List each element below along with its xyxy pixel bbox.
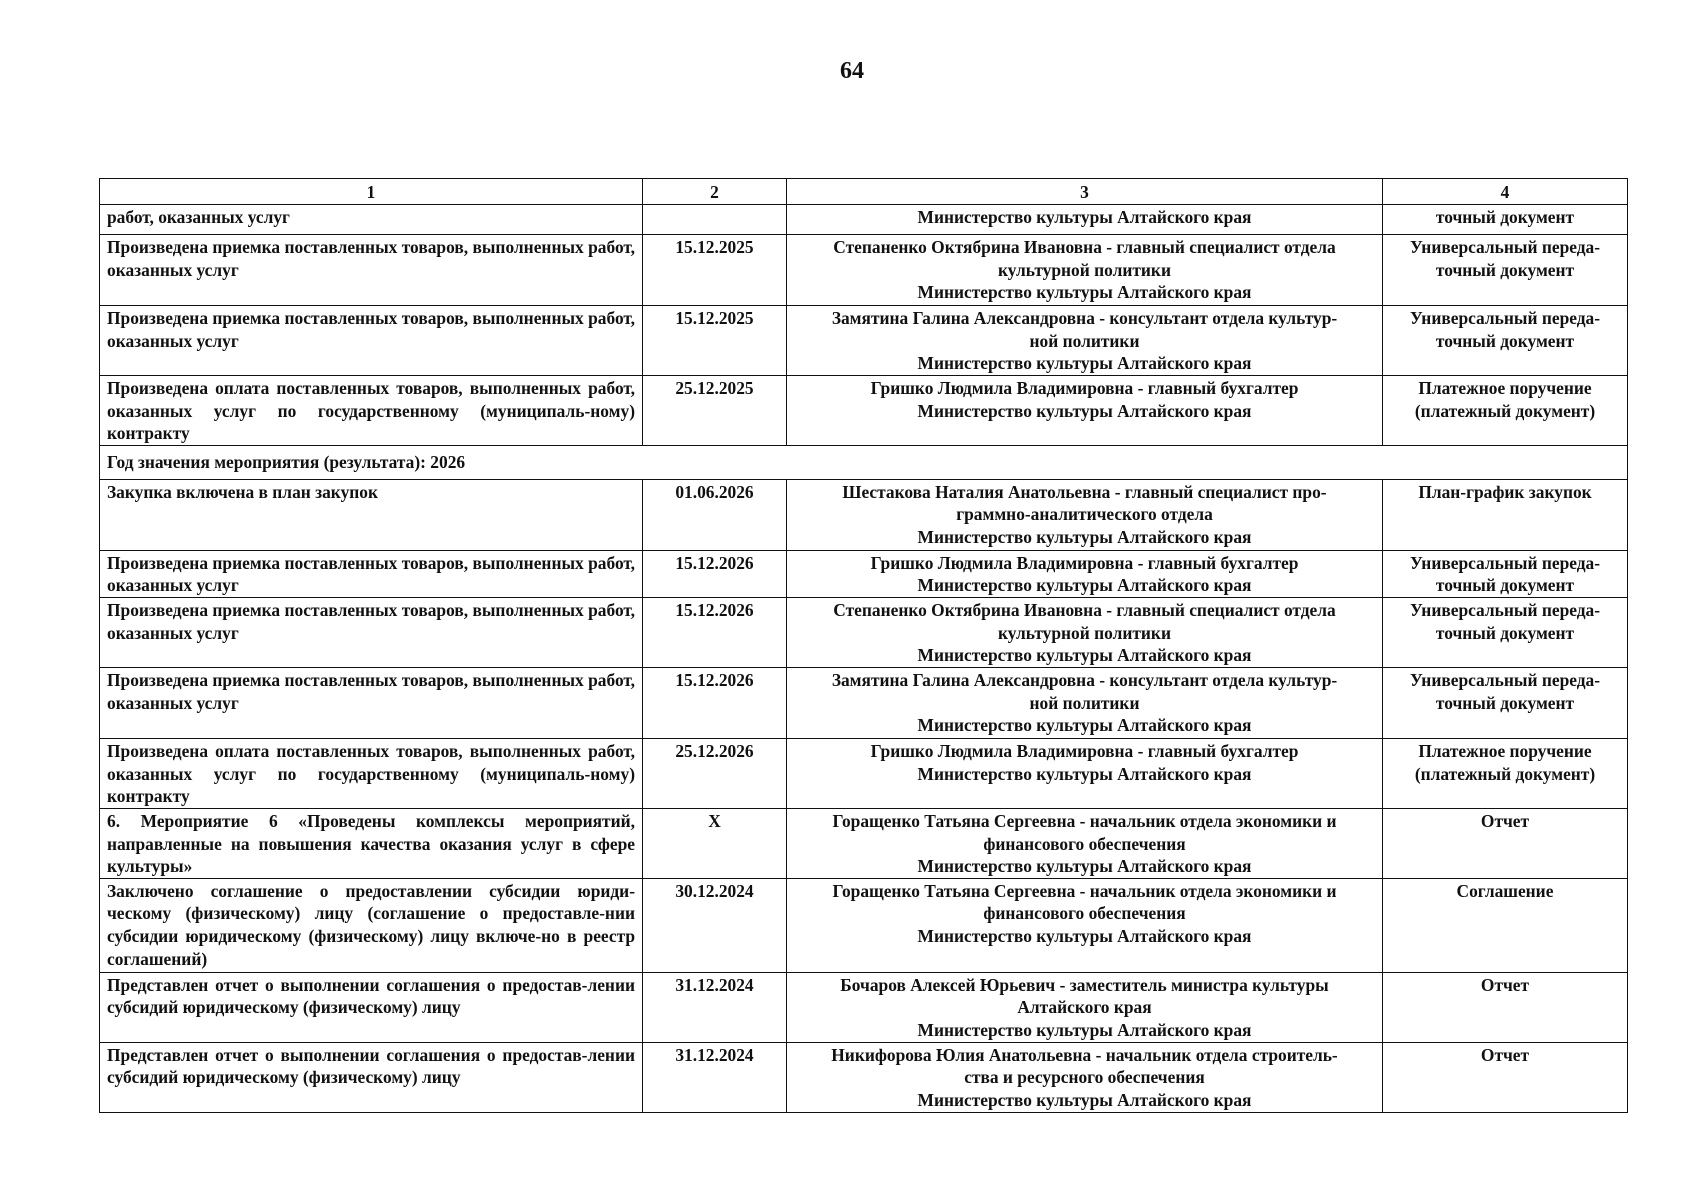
cell-text-line: Шестакова Наталия Анатольевна - главный специалист про- <box>842 481 1327 502</box>
cell-text-line: 31.12.2024 <box>675 1044 754 1065</box>
cell-text-line: Алтайского края <box>1017 997 1152 1018</box>
table-cell-col-3 <box>787 205 1383 235</box>
table-cell-col-1 <box>100 667 643 738</box>
cell-text-line: Отчет <box>1480 1044 1530 1065</box>
table-cell-col-2 <box>643 306 787 376</box>
table-cell-col-1 <box>100 376 643 446</box>
table-cell-col-4 <box>1383 306 1628 376</box>
cell-text-line: Никифорова Юлия Анатольевна - начальник отдела строитель- <box>831 1044 1338 1065</box>
cell-text-line: финансового обеспечения <box>983 833 1186 854</box>
cell-text-line: Произведена приемка поставленных товаров, выполненных работ, оказанных услуг <box>107 552 635 596</box>
cell-text-line: культурной политики <box>998 259 1171 280</box>
cell-text-line: Произведена оплата поставленных товаров, выполненных работ, оказанных услуг по государственному (муниципаль-ному) контракту <box>107 740 635 807</box>
table-cell-col-4 <box>1383 972 1628 1042</box>
table-row <box>100 550 1628 597</box>
table-cell-col-2 <box>643 376 787 446</box>
cell-text-line: граммно-аналитического отдела <box>956 504 1213 525</box>
page-number: 64 <box>840 58 864 84</box>
cell-text-line: 15.12.2026 <box>675 552 754 573</box>
table-cell-col-2 <box>643 808 787 878</box>
cell-text-line: Замятина Галина Александровна - консультант отдела культур- <box>831 669 1338 690</box>
cell-text-line: культурной политики <box>998 622 1171 643</box>
table-cell-col-1 <box>100 1042 643 1112</box>
cell-text-line: Соглашение <box>1456 880 1554 901</box>
cell-text-line: Представлен отчет о выполнении соглашения о предостав-лении субсидий юридическому (физическому) лицу <box>107 974 635 1018</box>
cell-text-line: План-график закупок <box>1418 481 1592 502</box>
cell-text-line: 25.12.2026 <box>675 740 754 761</box>
cell-text-line: Министерство культуры Алтайского края <box>917 715 1252 736</box>
table-row <box>100 205 1628 235</box>
cell-text-line: Универсальный переда- <box>1409 308 1601 328</box>
table-cell-col-2 <box>643 667 787 738</box>
table-cell-col-3 <box>787 738 1383 808</box>
cell-text-line: Министерство культуры Алтайского края <box>917 575 1252 596</box>
table-cell-col-4 <box>1383 667 1628 738</box>
header-col-3: 3 <box>787 179 1383 205</box>
cell-text-line: Гришко Людмила Владимировна - главный бухгалтер <box>870 740 1299 761</box>
table-cell-col-4 <box>1383 479 1628 550</box>
table-cell-col-3 <box>787 306 1383 376</box>
cell-text-line: Министерство культуры Алтайского края <box>917 1089 1252 1110</box>
table-row <box>100 479 1628 550</box>
cell-text-line: Универсальный переда- <box>1409 669 1601 690</box>
table-cell-col-3 <box>787 878 1383 972</box>
cell-text-line: Универсальный переда- <box>1409 237 1601 257</box>
table-cell-col-3 <box>787 808 1383 878</box>
cell-text-line: Произведена приемка поставленных товаров, выполненных работ, оказанных услуг <box>107 237 635 280</box>
table-cell-col-1 <box>100 972 643 1042</box>
cell-text-line: точный документ <box>1435 622 1575 643</box>
cell-text-line: точный документ <box>1435 207 1575 227</box>
cell-text-line: Министерство культуры Алтайского края <box>917 856 1252 877</box>
cell-text-line: 01.06.2026 <box>675 481 754 502</box>
cell-text-line: 31.12.2024 <box>675 974 754 995</box>
cell-text-line: Степаненко Октябрина Ивановна - главный специалист отдела <box>833 237 1336 257</box>
table-cell-col-3 <box>787 667 1383 738</box>
table-cell-col-3 <box>787 1042 1383 1112</box>
cell-text-line: Степаненко Октябрина Ивановна - главный специалист отдела <box>833 599 1336 620</box>
cell-text-line: Гришко Людмила Владимировна - главный бухгалтер <box>870 378 1299 398</box>
cell-text-line: Произведена приемка поставленных товаров, выполненных работ, оказанных услуг <box>107 669 635 713</box>
cell-text-line: Закупка включена в план закупок <box>107 481 379 502</box>
year-row <box>100 445 1628 479</box>
cell-text-line: Произведена приемка поставленных товаров, выполненных работ, оказанных услуг <box>107 308 635 351</box>
cell-text-line: Платежное поручение <box>1418 740 1592 761</box>
year-heading: Год значения мероприятия (результата): 2026 <box>100 445 1628 479</box>
table-cell-col-3 <box>787 235 1383 306</box>
cell-text-line: Универсальный переда- <box>1409 599 1601 620</box>
table-cell-col-4 <box>1383 205 1628 235</box>
cell-text-line: Произведена приемка поставленных товаров, выполненных работ, оказанных услуг <box>107 599 635 643</box>
table-row <box>100 878 1628 972</box>
table-cell-col-1 <box>100 235 643 306</box>
cell-text-line: Платежное поручение <box>1418 378 1592 398</box>
table-cell-col-1 <box>100 306 643 376</box>
cell-text-line: финансового обеспечения <box>983 903 1186 924</box>
cell-text-line: Министерство культуры Алтайского края <box>917 400 1252 421</box>
cell-text-line: точный документ <box>1435 692 1575 713</box>
table-row <box>100 808 1628 878</box>
table-cell-col-2 <box>643 972 787 1042</box>
table-cell-col-1 <box>100 550 643 597</box>
table-cell-col-2 <box>643 479 787 550</box>
cell-text-line: Заключено соглашение о предоставлении субсидии юриди-ческому (физическому) лицу (соглашение о предоставле-нии субсидии юридическому (физическому) лицу включе-но в реестр соглашений) <box>107 880 635 969</box>
cell-text-line: 6. Мероприятие 6 «Проведены комплексы мероприятий, направленные на повышения качества оказания услуг в сфере культуры» <box>107 810 635 877</box>
cell-text-line: точный документ <box>1435 259 1575 280</box>
cell-text-line: Министерство культуры Алтайского края <box>917 1019 1252 1040</box>
cell-text-line: (платежный документ) <box>1414 400 1596 421</box>
cell-text-line: Министерство культуры Алтайского края <box>917 763 1252 784</box>
cell-text-line: Министерство культуры Алтайского края <box>917 353 1252 374</box>
cell-text-line: 30.12.2024 <box>675 880 754 901</box>
table-row <box>100 235 1628 306</box>
cell-text-line: Универсальный переда- <box>1409 552 1601 573</box>
cell-text-line: Замятина Галина Александровна - консультант отдела культур- <box>831 308 1338 328</box>
table-cell-col-4 <box>1383 235 1628 306</box>
cell-text-line: 15.12.2025 <box>675 237 754 257</box>
table-cell-col-4 <box>1383 738 1628 808</box>
table-row <box>100 738 1628 808</box>
cell-text-line: Представлен отчет о выполнении соглашения о предостав-лении субсидий юридическому (физическому) лицу <box>107 1044 635 1088</box>
cell-text-line: Горащенко Татьяна Сергеевна - начальник отдела экономики и <box>832 880 1337 901</box>
table-cell-col-4 <box>1383 808 1628 878</box>
cell-text-line: ной политики <box>1029 330 1140 351</box>
header-col-4: 4 <box>1383 179 1628 205</box>
cell-text-line: 25.12.2025 <box>675 378 754 398</box>
cell-text-line: работ, оказанных услуг <box>107 207 290 227</box>
table-cell-col-1 <box>100 597 643 667</box>
header-col-1: 1 <box>100 179 643 205</box>
cell-text-line: Горащенко Татьяна Сергеевна - начальник отдела экономики и <box>832 810 1337 831</box>
table-cell-col-1 <box>100 479 643 550</box>
cell-text-line: 15.12.2026 <box>675 669 754 690</box>
table-cell-col-2 <box>643 597 787 667</box>
table-cell-col-1 <box>100 878 643 972</box>
table-cell-col-2 <box>643 1042 787 1112</box>
cell-text-line: точный документ <box>1435 575 1575 596</box>
table-cell-col-3 <box>787 972 1383 1042</box>
table-row <box>100 972 1628 1042</box>
cell-text-line: 15.12.2026 <box>675 599 754 620</box>
cell-text-line: Произведена оплата поставленных товаров, выполненных работ, оказанных услуг по государственному (муниципаль-ному) контракту <box>107 378 635 444</box>
cell-text-line: Гришко Людмила Владимировна - главный бухгалтер <box>870 552 1299 573</box>
cell-text-line: Отчет <box>1480 974 1530 995</box>
table-cell-col-1 <box>100 205 643 235</box>
cell-text-line: ства и ресурсного обеспечения <box>964 1067 1205 1088</box>
table-cell-col-4 <box>1383 878 1628 972</box>
cell-text-line: Министерство культуры Алтайского края <box>917 645 1252 666</box>
table-row <box>100 376 1628 446</box>
cell-text-line: Бочаров Алексей Юрьевич - заместитель министра культуры <box>840 974 1329 995</box>
cell-text-line: Министерство культуры Алтайского края <box>917 925 1252 946</box>
document-table <box>99 178 1628 1113</box>
table-row <box>100 667 1628 738</box>
cell-text-line: Министерство культуры Алтайского края <box>917 207 1252 227</box>
table-cell-col-4 <box>1383 597 1628 667</box>
table-cell-col-3 <box>787 479 1383 550</box>
cell-text-line: Отчет <box>1480 810 1530 831</box>
table-cell-col-2 <box>643 878 787 972</box>
table-cell-col-3 <box>787 597 1383 667</box>
table-cell-col-1 <box>100 738 643 808</box>
cell-text-line: ной политики <box>1029 692 1140 713</box>
table-cell-col-4 <box>1383 1042 1628 1112</box>
cell-text-line: Министерство культуры Алтайского края <box>917 526 1252 547</box>
table-cell-col-2 <box>643 235 787 306</box>
cell-text-line: Министерство культуры Алтайского края <box>917 282 1252 303</box>
cell-text-line: 15.12.2025 <box>675 308 754 328</box>
header-col-2: 2 <box>643 179 787 205</box>
table-cell-col-4 <box>1383 550 1628 597</box>
table-row <box>100 306 1628 376</box>
table-row <box>100 597 1628 667</box>
table-cell-col-3 <box>787 550 1383 597</box>
table-row <box>100 1042 1628 1112</box>
table-cell-col-2 <box>643 205 787 235</box>
table-cell-col-2 <box>643 738 787 808</box>
table-cell-col-4 <box>1383 376 1628 446</box>
header-row <box>100 179 1628 205</box>
cell-text-line: точный документ <box>1435 330 1575 351</box>
table-cell-col-1 <box>100 808 643 878</box>
table-cell-col-3 <box>787 376 1383 446</box>
cell-text-line: X <box>708 810 721 831</box>
cell-text-line: (платежный документ) <box>1414 763 1596 784</box>
table-cell-col-2 <box>643 550 787 597</box>
